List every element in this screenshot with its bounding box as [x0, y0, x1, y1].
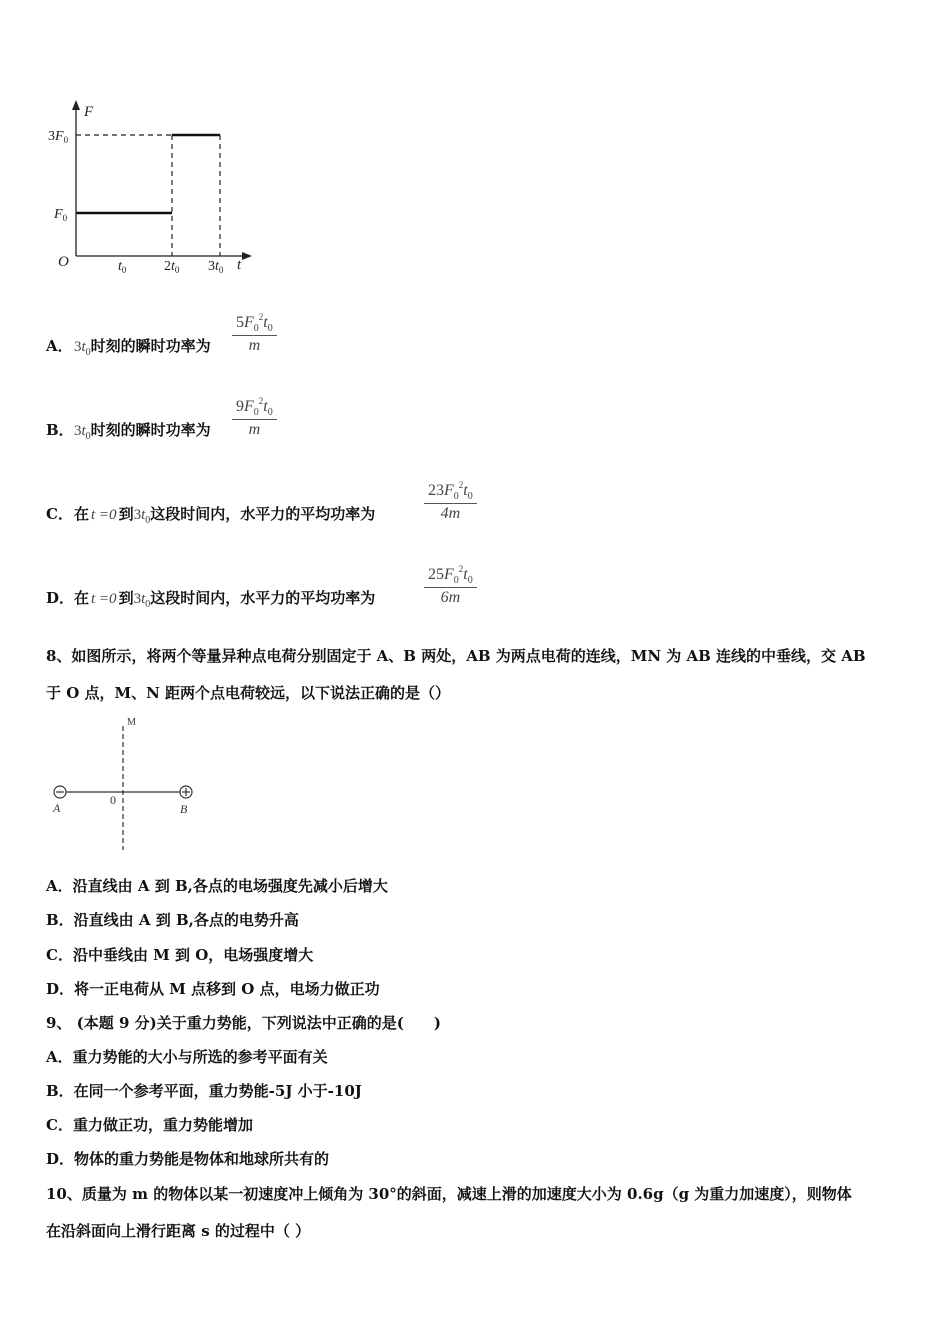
option-label: D． — [46, 589, 75, 607]
q8-option-a[interactable]: A．沿直线由 A 到 B,各点的电场强度先减小后增大 — [46, 877, 388, 895]
origin-label: O — [58, 254, 69, 270]
option-label: B． — [46, 421, 74, 439]
q9-option-c[interactable]: C．重力做正功，重力势能增加 — [46, 1116, 253, 1134]
option-text: 这段时间内，水平力的平均功率为 — [150, 589, 376, 607]
tick-t0: $t_0$ — [118, 259, 127, 275]
q7-a-fraction: $5F_0^2t_0$ m — [232, 313, 277, 356]
q10-stem-line2: 在沿斜面向上滑行距离 s 的过程中（ ） — [46, 1222, 311, 1240]
math-3t0: $3t_0$ — [74, 339, 91, 358]
q7-c-fraction: $23F_0^2t_0$ 4m — [424, 481, 477, 524]
q8-stem-line1: 8、如图所示，将两个等量异种点电荷分别固定于 A、B 两处，AB 为两点电荷的连线，MN 为 AB 连线的中垂线，交 AB — [46, 647, 866, 665]
q9-option-a[interactable]: A．重力势能的大小与所选的参考平面有关 — [46, 1048, 328, 1066]
y-axis-arrow — [72, 100, 80, 110]
math-3t0: $3t_0$ — [133, 591, 151, 610]
label-b: B — [180, 802, 188, 816]
q9-option-d[interactable]: D．物体的重力势能是物体和地球所共有的 — [46, 1150, 330, 1168]
math-3t0: $3t_0$ — [74, 423, 91, 442]
x-axis-label: t — [237, 257, 242, 273]
label-m: M — [127, 717, 136, 728]
q8-option-b[interactable]: B．沿直线由 A 到 B,各点的电势升高 — [46, 911, 299, 929]
q8-option-c[interactable]: C．沿中垂线由 M 到 O，电场强度增大 — [46, 946, 314, 964]
q9-stem: 9、 (本题 9 分)关于重力势能，下列说法中正确的是( ) — [46, 1014, 441, 1032]
option-text: 时刻的瞬时功率为 — [90, 421, 211, 439]
q7-d-fraction: $25F_0^2t_0$ 6m — [424, 565, 477, 608]
q7-b-fraction: $9F_0^2t_0$ m — [232, 397, 277, 440]
q8-option-d[interactable]: D．将一正电荷从 M 点移到 O 点，电场力做正功 — [46, 980, 380, 998]
q8-stem-line2: 于 O 点，M、N 距两个点电荷较远，以下说法正确的是（） — [46, 684, 451, 702]
q7-option-a[interactable] — [46, 335, 211, 360]
force-time-graph — [40, 98, 260, 283]
charges-diagram — [46, 712, 206, 854]
tick-3t0: $3t_0$ — [208, 259, 224, 275]
tick-2t0: $2t_0$ — [164, 259, 180, 275]
x-axis-arrow — [242, 252, 252, 260]
q10-stem-line1: 10、质量为 m 的物体以某一初速度冲上倾角为 30°的斜面，减速上滑的加速度大小为 0.6g（g 为重力加速度），则物体 — [46, 1185, 852, 1203]
tick-f0: $F_0$ — [54, 207, 68, 223]
math-3t0: $3t_0$ — [133, 507, 151, 526]
option-label: A． — [46, 337, 73, 355]
option-label: C． — [46, 505, 73, 523]
q7-option-b[interactable] — [46, 419, 211, 444]
q7-option-d[interactable]: D．在 t =0 到$3t_0$这段时间内，水平力的平均功率为 — [46, 589, 376, 610]
option-text: 时刻的瞬时功率为 — [90, 337, 211, 355]
y-axis-label: F — [84, 104, 94, 120]
q9-option-b[interactable]: B．在同一个参考平面，重力势能-5J 小于-10J — [46, 1082, 362, 1100]
q7-option-c[interactable]: C．在 t =0 到$3t_0$这段时间内，水平力的平均功率为 — [46, 505, 376, 526]
option-text: 这段时间内，水平力的平均功率为 — [150, 505, 376, 523]
tick-3f0: $3F_0$ — [48, 129, 69, 145]
label-o: 0 — [110, 793, 116, 807]
label-a: A — [53, 801, 61, 815]
